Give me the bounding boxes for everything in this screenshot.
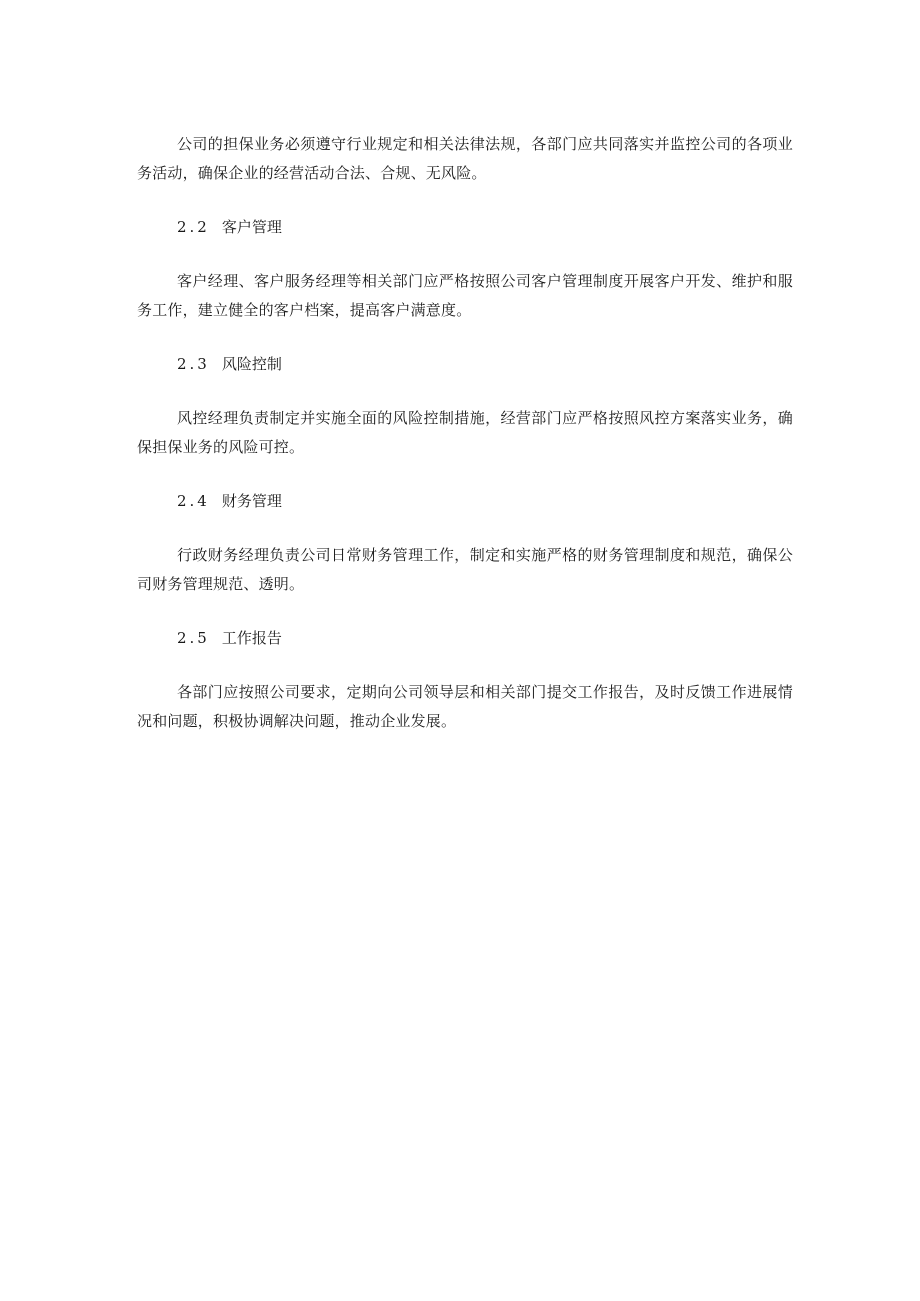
section-heading-customer-management xyxy=(137,213,793,242)
section-heading-risk-control xyxy=(137,350,793,379)
section-title: 客户管理 xyxy=(221,218,282,236)
section-title: 财务管理 xyxy=(221,492,282,510)
section-number: 2.5 xyxy=(177,629,210,647)
paragraph-customer-management: 客户经理、客户服务经理等相关部门应严格按照公司客户管理制度开展客户开发、维护和服务工作，建立健全的客户档案，提高客户满意度。 xyxy=(137,272,793,319)
document-body xyxy=(137,130,793,736)
paragraph-work-report: 各部门应按照公司要求，定期向公司领导层和相关部门提交工作报告，及时反馈工作进展情况和问题，积极协调解决问题，推动企业发展。 xyxy=(137,683,793,730)
section-number: 2.2 xyxy=(177,218,210,236)
section-title: 工作报告 xyxy=(221,629,282,647)
section-heading-work-report xyxy=(137,624,793,653)
section-number: 2.3 xyxy=(177,355,210,373)
paragraph-risk-control: 风控经理负责制定并实施全面的风险控制措施，经营部门应严格按照风控方案落实业务，确保担保业务的风险可控。 xyxy=(137,409,793,456)
section-title: 风险控制 xyxy=(221,355,282,373)
paragraph-compliance: 公司的担保业务必须遵守行业规定和相关法律法规，各部门应共同落实并监控公司的各项业务活动，确保企业的经营活动合法、合规、无风险。 xyxy=(137,135,793,182)
section-number: 2.4 xyxy=(177,492,210,510)
paragraph-financial-management: 行政财务经理负责公司日常财务管理工作，制定和实施严格的财务管理制度和规范，确保公司财务管理规范、透明。 xyxy=(137,546,793,593)
section-heading-financial-management xyxy=(137,487,793,516)
